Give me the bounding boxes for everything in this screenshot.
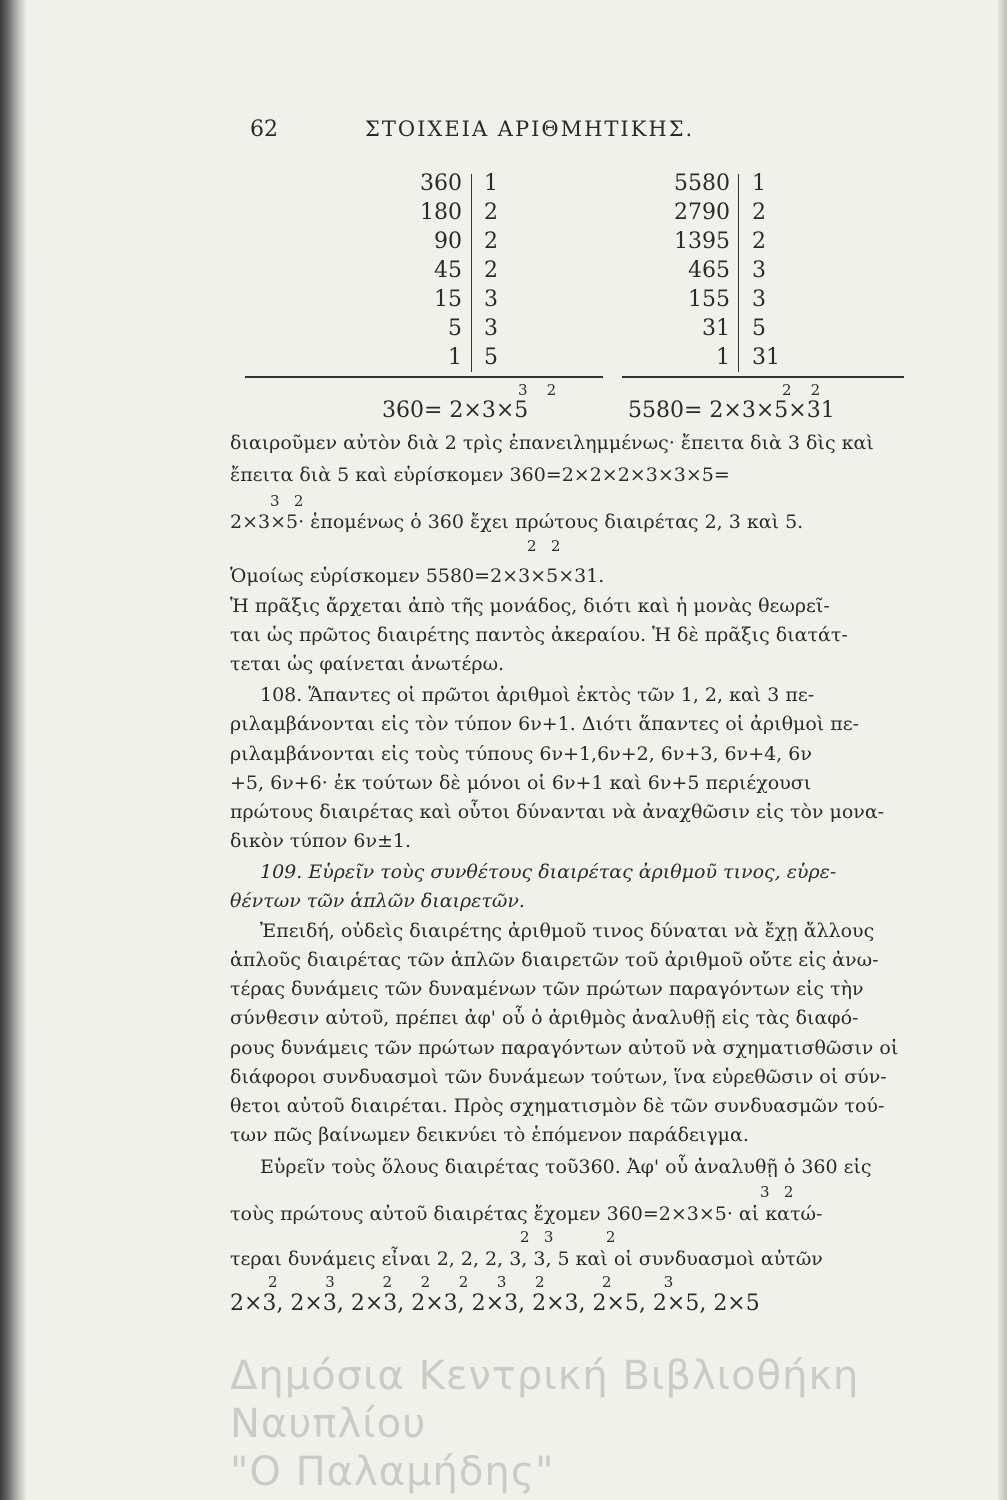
table-row: 90 2: [434, 229, 498, 254]
text-line: ριλαμβάνονται εἰς τὸν τύπον 6ν+1. Διότι ἅπαντες οἱ ἀριθμοὶ πε-: [230, 713, 860, 735]
table-row: 465 3: [688, 258, 766, 283]
text-line: τεται ὡς φαίνεται ἀνωτέρω.: [230, 653, 505, 675]
body-text: [230, 0, 910, 1340]
text-line: ρους δυνάμεις τῶν πρώτων παραγόντων αὐτοῦ νὰ σχηματισθῶσιν οἱ: [230, 1037, 899, 1059]
section-108: 108. Ἅπαντες οἱ πρῶτοι ἀριθμοὶ ἐκτὸς τῶν 1, 2, καὶ 3 πε-: [260, 684, 815, 706]
running-title: ΣΤΟΙΧΕΙΑ ΑΡΙΘΜΗΤΙΚΗΣ.: [365, 117, 695, 141]
text-line: ἁπλοῦς διαιρέτας τῶν ἁπλῶν διαιρετῶν τοῦ ἀριθμοῦ οὔτε εἰς ἀνω-: [230, 949, 879, 971]
text-line: σύνθεσιν αὐτοῦ, πρέπει ἀφ' οὗ ὁ ἀριθμὸς ἀναλυθῇ εἰς τὰς διαφό-: [230, 1007, 859, 1029]
text-line: τεραι δυνάμεις εἶναι 2, 2, 2, 3, 3, 5 καὶ οἱ συνδυασμοὶ αὐτῶν: [230, 1248, 823, 1270]
text-line: τέρας δυνάμεις τῶν δυναμένων τῶν πρώτων παραγόντων εἰς τὴν: [230, 978, 864, 1000]
combinations-line: 2×3, 2×3, 2×3, 2×3, 2×3, 2×3, 2×5, 2×5, 2×5: [230, 1291, 760, 1316]
text-line: θετοι αὐτοῦ διαιρέται. Πρὸς σχηματισμὸν δὲ τῶν συνδυασμῶν τού-: [230, 1095, 885, 1117]
table-row: 1 31: [716, 345, 780, 370]
table-row: 360 1: [420, 171, 498, 196]
table-row: 2790 2: [674, 200, 766, 225]
watermark-line: Δημόσια Κεντρική Βιβλιοθήκη Ναυπλίου: [230, 1353, 860, 1447]
table-row: 31 5: [702, 316, 766, 341]
result-right-equation: 5580= 2×3×5×31: [628, 398, 835, 423]
text-line: διάφοροι συνδυασμοὶ τῶν δυνάμεων τούτων, ἵνα εὑρεθῶσιν οἱ σύν-: [230, 1066, 887, 1088]
line-exponents: 2 3 2: [520, 1228, 616, 1246]
line-exponents: 2 3 2 2 2 3 2 2 3: [268, 1273, 674, 1291]
table-row: 5580 1: [674, 171, 766, 196]
result-left-exponents: 3 2: [518, 381, 557, 399]
table-row: 45 2: [434, 258, 498, 283]
watermark-line: "Ο Παλαμήδης": [230, 1449, 555, 1495]
text-line: θέντων τῶν ἁπλῶν διαιρετῶν.: [230, 890, 525, 912]
text-line: Ἐπειδή, οὐδεὶς διαιρέτης ἀριθμοῦ τινος δύναται νὰ ἔχῃ ἄλλους: [260, 920, 875, 942]
page-edge: [997, 0, 1007, 1500]
table-row: 180 2: [420, 200, 498, 225]
line-exponents: 3 2: [270, 492, 304, 510]
text-line: δικὸν τύπον 6ν±1.: [230, 830, 412, 852]
text-line: των πῶς βαίνωμεν δεικνύει τὸ ἑπόμενον παράδειγμα.: [230, 1124, 749, 1146]
line-exponents: 2 2: [527, 537, 561, 555]
result-left-equation: 360= 2×3×5: [382, 398, 529, 423]
result-right-exponents: 2 2: [782, 381, 821, 399]
section-109: 109. Εὑρεῖν τοὺς συνθέτους διαιρέτας ἀριθμοῦ τινος, εὑρε-: [260, 861, 837, 883]
text-line: Ὁμοίως εὑρίσκομεν 5580=2×3×5×31.: [230, 565, 605, 587]
table-row: 1 5: [448, 345, 498, 370]
binding-shadow: [0, 0, 26, 1500]
table-row: 1395 2: [674, 229, 766, 254]
example-line: Εὑρεῖν τοὺς ὅλους διαιρέτας τοῦ360. Ἀφ' οὗ ἀναλυθῇ ὁ 360 εἰς: [260, 1156, 872, 1178]
text-line: ται ὡς πρῶτος διαιρέτης παντὸς ἀκεραίου. Ἡ δὲ πρᾶξις διατάτ-: [230, 624, 848, 646]
text-line: διαιροῦμεν αὐτὸν διὰ 2 τρὶς ἐπανειλημμένως· ἔπειτα διὰ 3 δὶς καὶ: [230, 432, 874, 454]
text-line: 2×3×5· ἑπομένως ὁ 360 ἔχει πρώτους διαιρέτας 2, 3 καὶ 5.: [230, 511, 804, 533]
text-line: ριλαμβάνονται εἰς τοὺς τύπους 6ν+1,6ν+2, 6ν+3, 6ν+4, 6ν: [230, 743, 812, 765]
text-line: Ἡ πρᾶξις ἄρχεται ἀπὸ τῆς μονάδος, διότι καὶ ἡ μονὰς θεωρεῖ-: [230, 595, 830, 617]
text-line: +5, 6ν+6· ἐκ τούτων δὲ μόνοι οἱ 6ν+1 καὶ 6ν+5 περιέχουσι: [230, 772, 812, 794]
line-exponents: 3 2: [760, 1183, 794, 1201]
library-watermark: [230, 1352, 990, 1496]
table-row: 5 3: [448, 316, 498, 341]
text-line: ἔπειτα διὰ 5 καὶ εὑρίσκομεν 360=2×2×2×3×3×5=: [230, 464, 730, 486]
text-line: πρώτους διαιρέτας καὶ οὗτοι δύνανται νὰ ἀναχθῶσιν εἰς τὸν μονα-: [230, 801, 885, 823]
text-line: τοὺς πρώτους αὐτοῦ διαιρέτας ἔχομεν 360=2×3×5· αἱ κατώ-: [230, 1203, 823, 1225]
table-row: 15 3: [434, 287, 498, 312]
page-number: 62: [250, 117, 278, 142]
table-row: 155 3: [688, 287, 766, 312]
